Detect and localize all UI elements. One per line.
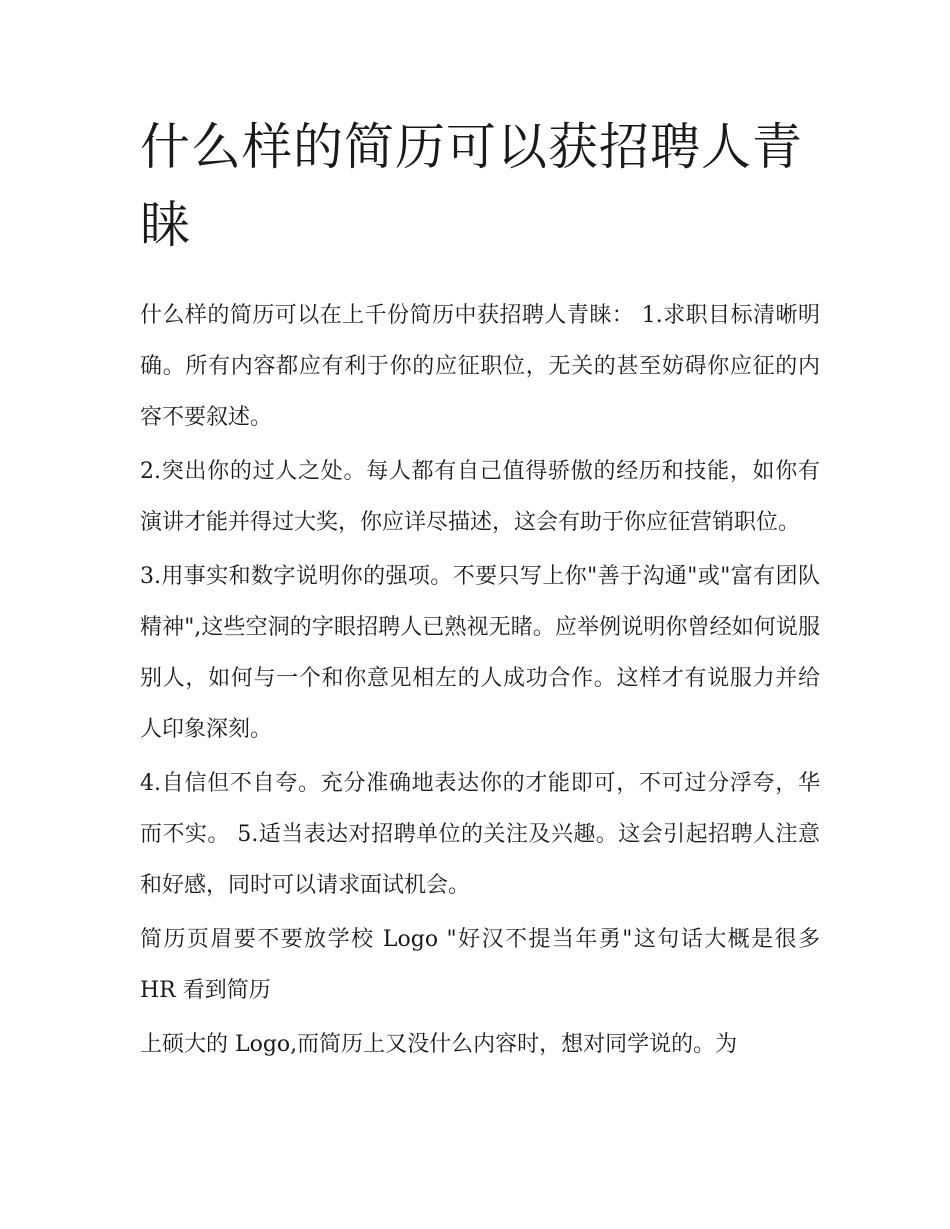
paragraph-confidence: 4.自信但不自夸。充分准确地表达你的才能即可，不可过分浮夸，华而不实。 5.适当表达对招聘单位的关注及兴趣。这会引起招聘人注意和好感，同时可以请求面试机会。 (140, 771, 820, 898)
paragraph-strengths: 2.突出你的过人之处。每人都有自己值得骄傲的经历和技能，如你有演讲才能并得过大奖，你应详尽描述，这会有助于你应征营销职位。 (140, 459, 820, 535)
paragraph-facts-numbers: 3.用事实和数字说明你的强项。不要只写上你"善于沟通"或"富有团队精神",这些空洞的字眼招聘人已熟视无睹。应举例说明你曾经如何说服别人，如何与一个和你意见相左的人成功合作。这样才有说服力并给人印象深刻。 (140, 564, 820, 742)
document-page (140, 108, 820, 1073)
paragraph-career-goal: 什么样的简历可以在上千份简历中获招聘人青睐： 1.求职目标清晰明确。所有内容都应有利于你的应征职位，无关的甚至妨碍你应征的内容不要叙述。 (140, 303, 820, 430)
paragraph-logo-header: 简历页眉要不要放学校 Logo "好汉不提当年勇"这句话大概是很多 HR 看到简历 (140, 927, 820, 1003)
paragraph-logo-continued: 上硕大的 Logo,而简历上又没什么内容时，想对同学说的。为 (140, 1032, 738, 1057)
document-title: 什么样的简历可以获招聘人青睐 (140, 118, 803, 254)
